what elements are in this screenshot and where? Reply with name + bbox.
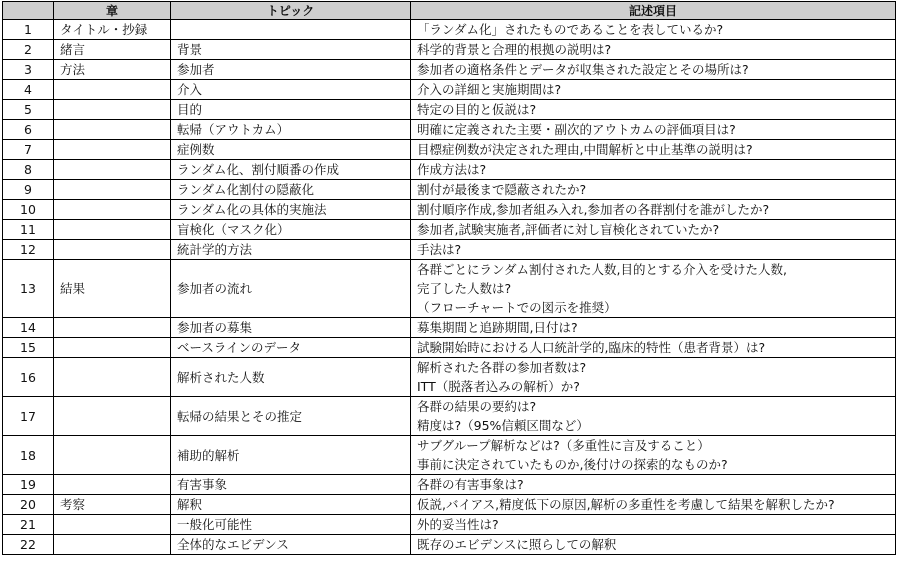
table-row (3, 436, 896, 475)
row-chapter: 考察 (54, 495, 171, 515)
description-line: 各群の結果の要約は? (417, 399, 537, 414)
table-row (3, 60, 896, 80)
row-chapter (54, 160, 171, 180)
row-number: 14 (3, 318, 54, 338)
table-row (3, 260, 896, 318)
row-description (411, 200, 896, 220)
row-number: 21 (3, 515, 54, 535)
row-number: 13 (3, 260, 54, 318)
table-row (3, 100, 896, 120)
table-row (3, 200, 896, 220)
row-number: 8 (3, 160, 54, 180)
row-description (411, 60, 896, 80)
table-row (3, 338, 896, 358)
header-topic: トピック (171, 2, 411, 20)
row-description (411, 436, 896, 475)
row-chapter (54, 120, 171, 140)
table-row (3, 40, 896, 60)
row-topic: 一般化可能性 (171, 515, 411, 535)
description-line: 割付が最後まで隠蔽されたか? (417, 182, 587, 197)
row-description (411, 220, 896, 240)
row-chapter (54, 358, 171, 397)
table-row (3, 397, 896, 436)
header-number (3, 2, 54, 20)
row-topic: ランダム化の具体的実施法 (171, 200, 411, 220)
row-number: 5 (3, 100, 54, 120)
row-topic: 補助的解析 (171, 436, 411, 475)
row-topic: 背景 (171, 40, 411, 60)
description-line: 完了した人数は? (417, 281, 512, 296)
row-chapter: 結果 (54, 260, 171, 318)
description-line: 事前に決定されていたものか,後付けの探索的なものか? (417, 457, 728, 472)
table-row (3, 160, 896, 180)
row-description (411, 140, 896, 160)
checklist-table (2, 1, 896, 555)
row-description (411, 475, 896, 495)
description-line: 各群の有害事象は? (417, 477, 524, 492)
row-chapter (54, 397, 171, 436)
row-number: 20 (3, 495, 54, 515)
row-description (411, 160, 896, 180)
table-row (3, 220, 896, 240)
row-topic: 介入 (171, 80, 411, 100)
row-description (411, 40, 896, 60)
row-description (411, 120, 896, 140)
row-description (411, 100, 896, 120)
row-number: 2 (3, 40, 54, 60)
description-line: 作成方法は? (417, 162, 487, 177)
row-chapter (54, 475, 171, 495)
description-line: 参加者,試験実施者,評価者に対し盲検化されていたか? (417, 222, 720, 237)
description-line: ITT（脱落者込みの解析）か? (417, 379, 580, 394)
row-number: 16 (3, 358, 54, 397)
description-line: 「ランダム化」されたものであることを表しているか? (417, 22, 724, 37)
table-row (3, 180, 896, 200)
table-row (3, 80, 896, 100)
row-topic: 全体的なエビデンス (171, 535, 411, 555)
row-chapter (54, 318, 171, 338)
description-line: 各群ごとにランダム割付された人数,目的とする介入を受けた人数, (417, 262, 787, 277)
description-line: 外的妥当性は? (417, 517, 499, 532)
description-line: 仮説,バイアス,精度低下の原因,解析の多重性を考慮して結果を解釈したか? (417, 497, 835, 512)
row-topic: ランダム化、割付順番の作成 (171, 160, 411, 180)
row-chapter (54, 200, 171, 220)
description-line: 既存のエビデンスに照らしての解釈 (417, 537, 617, 552)
table-row (3, 20, 896, 40)
header-chapter: 章 (54, 2, 171, 20)
table-row (3, 120, 896, 140)
row-number: 9 (3, 180, 54, 200)
table-row (3, 475, 896, 495)
row-topic: ランダム化割付の隠蔽化 (171, 180, 411, 200)
row-description (411, 318, 896, 338)
header-item: 記述項目 (411, 2, 896, 20)
table-body (3, 20, 896, 555)
row-topic: 解析された人数 (171, 358, 411, 397)
table-row (3, 318, 896, 338)
table-row (3, 495, 896, 515)
row-number: 10 (3, 200, 54, 220)
row-chapter: 緒言 (54, 40, 171, 60)
row-number: 4 (3, 80, 54, 100)
row-number: 22 (3, 535, 54, 555)
row-number: 1 (3, 20, 54, 40)
row-chapter (54, 515, 171, 535)
description-line: （フローチャートでの図示を推奨） (417, 300, 617, 315)
row-description (411, 535, 896, 555)
description-line: 特定の目的と仮説は? (417, 102, 537, 117)
row-number: 19 (3, 475, 54, 495)
row-description (411, 338, 896, 358)
description-line: 手法は? (417, 242, 462, 257)
table-row (3, 535, 896, 555)
table-row (3, 515, 896, 535)
row-topic: 盲検化（マスク化） (171, 220, 411, 240)
description-line: 割付順序作成,参加者組み入れ,参加者の各群割付を誰がしたか? (417, 202, 770, 217)
row-number: 3 (3, 60, 54, 80)
description-line: 科学的背景と合理的根拠の説明は? (417, 42, 612, 57)
row-topic: 転帰の結果とその推定 (171, 397, 411, 436)
description-line: 募集期間と追跡期間,日付は? (417, 320, 578, 335)
table-row (3, 240, 896, 260)
description-line: 精度は?（95%信頼区間など） (417, 418, 589, 433)
row-description (411, 240, 896, 260)
row-chapter: タイトル・抄録 (54, 20, 171, 40)
row-description (411, 180, 896, 200)
row-description (411, 260, 896, 318)
row-topic: 転帰（アウトカム） (171, 120, 411, 140)
row-chapter (54, 100, 171, 120)
row-description (411, 20, 896, 40)
row-topic: 参加者 (171, 60, 411, 80)
row-description (411, 515, 896, 535)
row-chapter (54, 180, 171, 200)
row-topic: 解釈 (171, 495, 411, 515)
description-line: 参加者の適格条件とデータが収集された設定とその場所は? (417, 62, 749, 77)
row-chapter (54, 140, 171, 160)
row-chapter (54, 338, 171, 358)
row-number: 11 (3, 220, 54, 240)
row-number: 12 (3, 240, 54, 260)
table-row (3, 358, 896, 397)
row-topic: 統計学的方法 (171, 240, 411, 260)
row-topic: 参加者の流れ (171, 260, 411, 318)
row-topic: 目的 (171, 100, 411, 120)
row-chapter (54, 220, 171, 240)
row-chapter (54, 80, 171, 100)
row-number: 15 (3, 338, 54, 358)
row-number: 7 (3, 140, 54, 160)
row-topic (171, 20, 411, 40)
row-topic: 有害事象 (171, 475, 411, 495)
row-topic: 参加者の募集 (171, 318, 411, 338)
description-line: 解析された各群の参加者数は? (417, 360, 587, 375)
row-topic: ベースラインのデータ (171, 338, 411, 358)
row-number: 17 (3, 397, 54, 436)
row-description (411, 397, 896, 436)
row-description (411, 80, 896, 100)
row-chapter (54, 535, 171, 555)
row-chapter (54, 240, 171, 260)
description-line: 試験開始時における人口統計学的,臨床的特性（患者背景）は? (417, 340, 766, 355)
row-chapter (54, 436, 171, 475)
description-line: 目標症例数が決定された理由,中間解析と中止基準の説明は? (417, 142, 753, 157)
table-row (3, 140, 896, 160)
row-chapter: 方法 (54, 60, 171, 80)
row-number: 6 (3, 120, 54, 140)
row-description (411, 495, 896, 515)
description-line: 明確に定義された主要・副次的アウトカムの評価項目は? (417, 122, 736, 137)
row-description (411, 358, 896, 397)
description-line: サブグループ解析などは?（多重性に言及すること） (417, 438, 710, 453)
description-line: 介入の詳細と実施期間は? (417, 82, 562, 97)
row-topic: 症例数 (171, 140, 411, 160)
table-header-row (3, 2, 896, 20)
row-number: 18 (3, 436, 54, 475)
